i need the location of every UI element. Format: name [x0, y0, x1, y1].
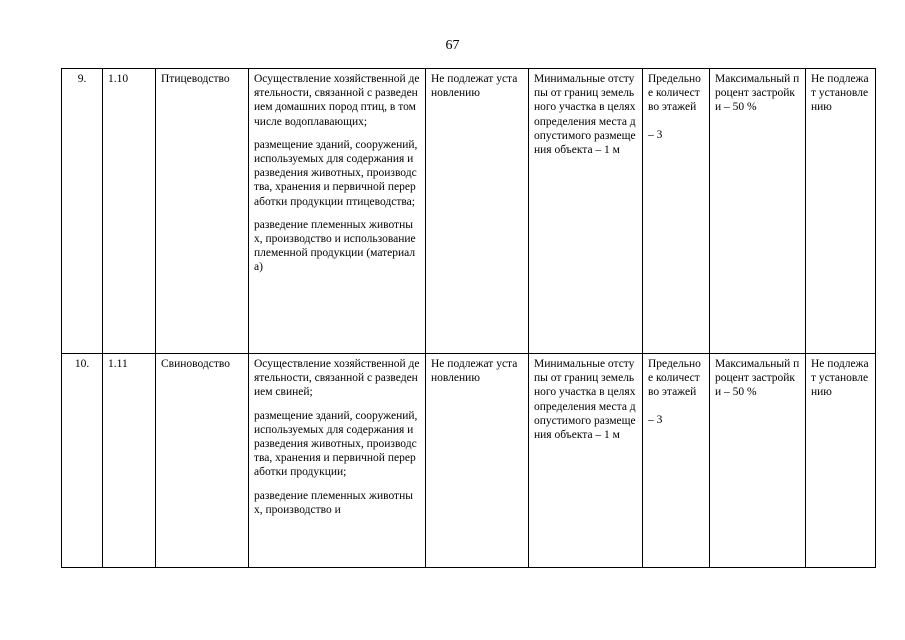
setbacks-cell: Минимальные отступы от границ земельного участка в целях определения места допустимого размещения объекта – 1 м [529, 354, 643, 568]
floors-label: Предельное количество этажей [648, 73, 701, 114]
description-paragraph: разведение племенных животных, производство и [254, 489, 413, 516]
page-number: 67 [445, 38, 460, 53]
plot-area-cell: Не подлежат установлению [426, 354, 529, 568]
use-code: 1.10 [103, 69, 156, 354]
description-paragraph: разведение племенных животных, производство и использование племенной продукции (материала) [254, 218, 416, 274]
other-params-cell: Не подлежат установлению [806, 354, 876, 568]
floors-cell [643, 354, 710, 568]
row-number: 9. [62, 69, 103, 354]
description-paragraph: размещение зданий, сооружений, используемых для содержания и разведения животных, производства, хранения и первичной переработки продукции; [254, 409, 418, 479]
description-paragraph: Осуществление хозяйственной деятельности, связанной с разведением домашних пород птиц, в том числе водоплавающих; [254, 73, 420, 128]
coverage-cell: Максимальный процент застройки – 50 % [710, 354, 806, 568]
use-name: Птицеводство [156, 69, 249, 354]
other-params-cell: Не подлежат установлению [806, 69, 876, 354]
table-row [62, 354, 876, 568]
use-description [249, 354, 426, 568]
use-name: Свиноводство [156, 354, 249, 568]
floors-label: Предельное количество этажей [648, 358, 701, 399]
coverage-cell: Максимальный процент застройки – 50 % [710, 69, 806, 354]
use-code: 1.11 [103, 354, 156, 568]
row-number: 10. [62, 354, 103, 568]
description-paragraph: размещение зданий, сооружений, используемых для содержания и разведения животных, производства, хранения и первичной переработки продукции птицеводства; [254, 138, 418, 208]
use-description [249, 69, 426, 354]
floors-cell [643, 69, 710, 354]
floors-value: – 3 [648, 413, 663, 426]
table-row [62, 69, 876, 354]
plot-area-cell: Не подлежат установлению [426, 69, 529, 354]
floors-value: – 3 [648, 128, 663, 141]
description-paragraph: Осуществление хозяйственной деятельности, связанной с разведением свиней; [254, 358, 420, 399]
setbacks-cell: Минимальные отступы от границ земельного участка в целях определения места допустимого размещения объекта – 1 м [529, 69, 643, 354]
land-use-table [61, 68, 876, 568]
